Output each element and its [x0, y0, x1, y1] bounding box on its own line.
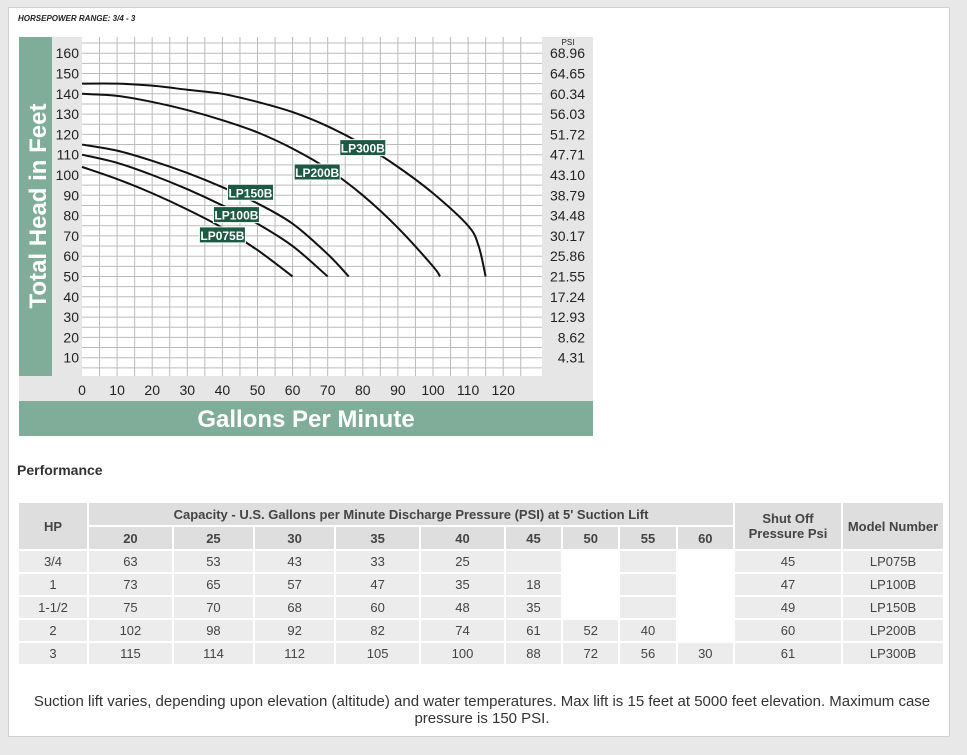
capacity-cell: 60	[336, 597, 419, 618]
horsepower-range-label: HORSEPOWER RANGE: 3/4 - 3	[18, 14, 136, 23]
y-tick-label: 140	[55, 85, 79, 102]
capacity-cell: 48	[421, 597, 504, 618]
capacity-cell	[563, 574, 618, 595]
capacity-cell: 57	[255, 574, 334, 595]
x-tick-label: 60	[284, 382, 301, 398]
psi-tick-label: 4.31	[557, 349, 585, 366]
psi-tick-label: 38.79	[549, 187, 585, 204]
psi-tick-label: 47.71	[549, 146, 585, 163]
x-tick-label: 100	[421, 382, 445, 398]
y-axis-title: Total Head in Feet	[25, 103, 52, 309]
psi-column-header: 50	[563, 527, 618, 549]
psi-column-header: 55	[620, 527, 675, 549]
y-tick-label: 110	[56, 146, 79, 163]
model-cell: LP075B	[843, 551, 943, 572]
psi-column-header: 45	[506, 527, 561, 549]
psi-column-header: 20	[89, 527, 172, 549]
capacity-cell: 73	[89, 574, 172, 595]
capacity-cell: 35	[421, 574, 504, 595]
capacity-cell: 63	[89, 551, 172, 572]
capacity-cell	[506, 551, 561, 572]
model-cell: LP300B	[843, 643, 943, 664]
x-tick-label: 20	[144, 382, 160, 398]
capacity-cell: 61	[506, 620, 561, 641]
capacity-cell: 82	[336, 620, 419, 641]
y-tick-label: 150	[55, 65, 79, 82]
psi-tick-label: 21.55	[549, 268, 585, 285]
psi-tick-label: 60.34	[549, 85, 585, 102]
capacity-cell: 92	[255, 620, 334, 641]
capacity-cell	[678, 620, 733, 641]
y-tick-label: 130	[55, 106, 79, 123]
y-tick-label: 20	[63, 329, 79, 346]
x-tick-label: 40	[214, 382, 231, 398]
y-tick-label: 10	[63, 349, 79, 366]
psi-column-header: 40	[421, 527, 504, 549]
capacity-cell: 43	[255, 551, 334, 572]
shutoff-cell: 47	[735, 574, 841, 595]
capacity-cell	[678, 574, 733, 595]
capacity-cell	[620, 597, 675, 618]
capacity-cell: 115	[89, 643, 172, 664]
y-tick-label: 160	[55, 45, 79, 62]
y-tick-label: 120	[55, 126, 79, 143]
plot-area	[82, 37, 542, 376]
footnote: Suction lift varies, depending upon elevation (altitude) and water temperatures. Max lift is 15 feet at 5000 feet elevation. Maximum case pressure is 150 PSI.	[33, 693, 931, 727]
shutoff-cell: 49	[735, 597, 841, 618]
table-row	[19, 551, 943, 572]
table-row	[19, 574, 943, 595]
capacity-cell: 75	[89, 597, 172, 618]
psi-tick-label: 68.96	[549, 45, 585, 62]
psi-tick-label: 30.17	[549, 227, 585, 244]
capacity-cell	[563, 597, 618, 618]
pump-curve-chart	[0, 0, 600, 440]
psi-tick-label: 8.62	[557, 329, 585, 346]
table-row	[19, 597, 943, 618]
psi-tick-label: 43.10	[549, 167, 585, 183]
capacity-cell: 74	[421, 620, 504, 641]
capacity-cell: 98	[174, 620, 253, 641]
psi-tick-label: 34.48	[549, 207, 585, 224]
hp-cell: 2	[19, 620, 87, 641]
capacity-cell: 102	[89, 620, 172, 641]
performance-body	[19, 551, 943, 664]
psi-tick-label: 17.24	[549, 288, 585, 305]
capacity-cell: 47	[336, 574, 419, 595]
psi-axis-label: PSI	[561, 38, 575, 47]
capacity-cell: 53	[174, 551, 253, 572]
curve-label: LP300B	[340, 141, 385, 156]
hp-cell: 3	[19, 643, 87, 664]
capacity-cell	[620, 551, 675, 572]
y-tick-label: 80	[63, 207, 79, 224]
capacity-cell: 105	[336, 643, 419, 664]
curve-label: LP075B	[200, 228, 245, 243]
y-tick-label: 90	[63, 187, 79, 204]
capacity-header: Capacity - U.S. Gallons per Minute Discharge Pressure (PSI) at 5' Suction Lift	[89, 503, 733, 525]
y-tick-label: 60	[63, 248, 79, 265]
capacity-cell: 68	[255, 597, 334, 618]
capacity-cell: 100	[421, 643, 504, 664]
psi-column-header: 25	[174, 527, 253, 549]
shutoff-cell: 60	[735, 620, 841, 641]
table-row	[19, 643, 943, 664]
curve-label: LP200B	[295, 165, 340, 180]
capacity-cell: 88	[506, 643, 561, 664]
capacity-cell: 65	[174, 574, 253, 595]
hp-header: HP	[19, 503, 87, 549]
x-tick-label: 0	[78, 382, 86, 398]
hp-cell: 1	[19, 574, 87, 595]
psi-column-header: 30	[255, 527, 334, 549]
capacity-cell: 114	[174, 643, 253, 664]
psi-column-header: 35	[336, 527, 419, 549]
capacity-cell	[563, 551, 618, 572]
x-tick-label: 90	[390, 382, 406, 398]
x-tick-label: 70	[319, 382, 336, 398]
capacity-cell	[678, 551, 733, 572]
capacity-cell: 30	[678, 643, 733, 664]
curve-label: LP150B	[228, 186, 273, 201]
capacity-cell: 35	[506, 597, 561, 618]
x-tick-label: 50	[249, 382, 266, 398]
x-tick-label: 120	[491, 382, 515, 398]
capacity-cell: 70	[174, 597, 253, 618]
psi-column-header: 60	[678, 527, 733, 549]
performance-title: Performance	[17, 462, 103, 478]
x-tick-label: 10	[109, 382, 125, 398]
model-header: Model Number	[843, 503, 943, 549]
hp-cell: 1-1/2	[19, 597, 87, 618]
y-tick-label: 50	[63, 268, 79, 285]
shutoff-cell: 45	[735, 551, 841, 572]
performance-table	[17, 501, 945, 666]
table-row	[19, 620, 943, 641]
y-tick-label: 100	[55, 167, 79, 183]
psi-tick-label: 25.86	[549, 248, 585, 265]
hp-cell: 3/4	[19, 551, 87, 572]
x-tick-label: 110	[456, 382, 480, 398]
y-tick-label: 40	[63, 288, 79, 305]
capacity-cell: 40	[620, 620, 675, 641]
shutoff-cell: 61	[735, 643, 841, 664]
capacity-cell: 25	[421, 551, 504, 572]
model-cell: LP150B	[843, 597, 943, 618]
capacity-cell: 112	[255, 643, 334, 664]
model-cell: LP100B	[843, 574, 943, 595]
capacity-cell: 33	[336, 551, 419, 572]
capacity-cell: 18	[506, 574, 561, 595]
psi-tick-label: 56.03	[549, 106, 585, 123]
capacity-cell: 72	[563, 643, 618, 664]
psi-tick-label: 64.65	[549, 65, 585, 82]
curve-label: LP100B	[214, 208, 259, 223]
shutoff-header: Shut Off Pressure Psi	[735, 503, 841, 549]
capacity-cell: 52	[563, 620, 618, 641]
x-tick-label: 80	[355, 382, 371, 398]
capacity-cell: 56	[620, 643, 675, 664]
y-tick-label: 30	[63, 309, 79, 326]
psi-tick-label: 12.93	[549, 309, 585, 326]
capacity-cell	[620, 574, 675, 595]
model-cell: LP200B	[843, 620, 943, 641]
psi-tick-label: 51.72	[549, 126, 585, 143]
capacity-cell	[678, 597, 733, 618]
y-tick-label: 70	[63, 227, 79, 244]
x-tick-label: 30	[179, 382, 196, 398]
x-axis-title: Gallons Per Minute	[197, 406, 415, 433]
